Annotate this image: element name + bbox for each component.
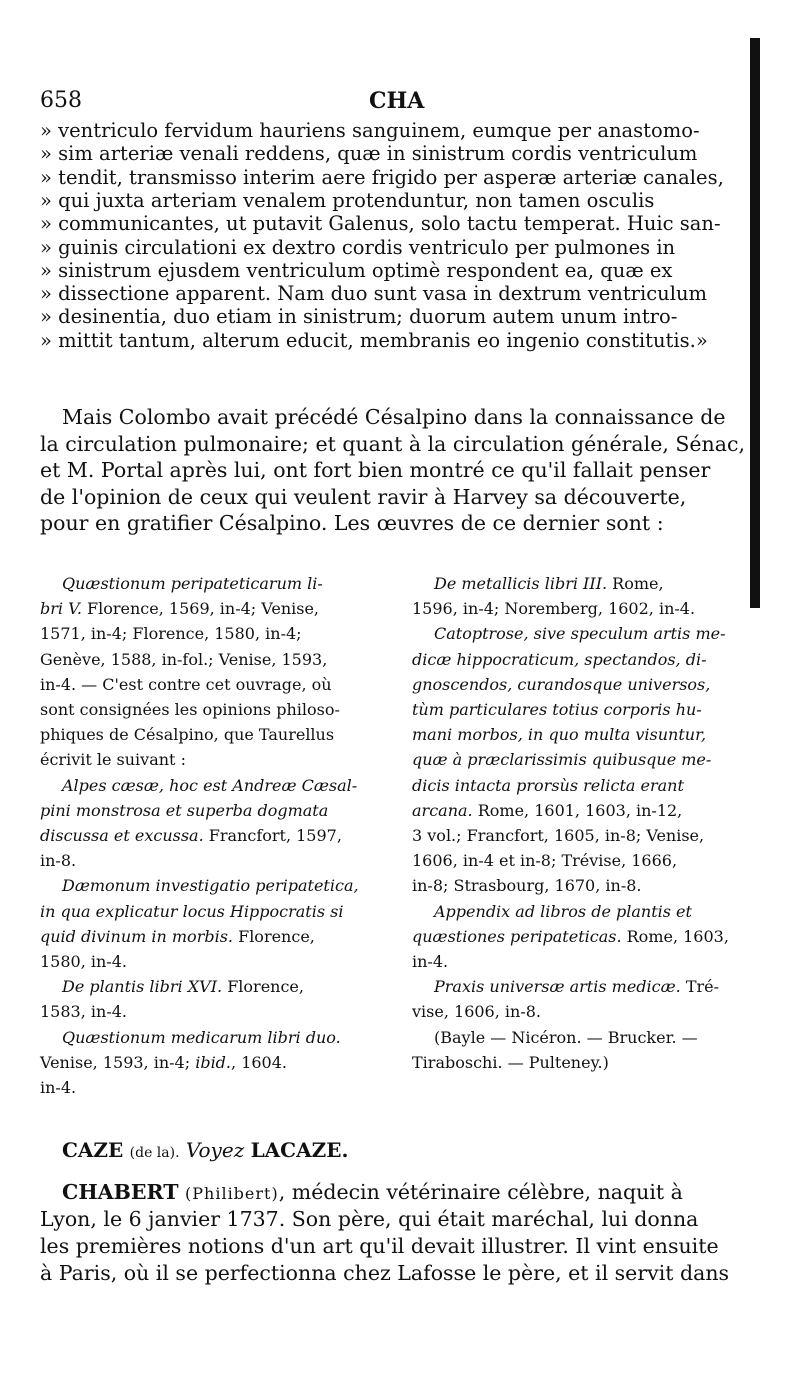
entry-text: bri V. xyxy=(40,599,82,619)
entry-text: arcana. xyxy=(412,800,473,820)
entry-text: Alpes cæsæ, hoc est Andreæ Cæsal- xyxy=(62,775,358,795)
scan-edge-bar xyxy=(750,38,760,608)
latin-quote-line: » guinis circulationi ex dextro cordis ventriculo per pulmones in xyxy=(40,235,676,259)
chabert-line-1 xyxy=(62,1180,683,1206)
work-entry-line xyxy=(412,951,448,973)
latin-quote-line: » communicantes, ut putavit Galenus, solo tactu temperat. Huic san- xyxy=(40,212,721,236)
entry-text: 1583, in-4. xyxy=(40,1002,127,1022)
work-entry-line xyxy=(412,598,695,620)
work-entry-line xyxy=(40,598,319,620)
work-entry-line xyxy=(412,749,711,771)
entry-text: Quæstionum peripateticarum li- xyxy=(62,574,323,593)
entry-text: 1596, in-4; Noremberg, 1602, in-4. xyxy=(412,599,696,619)
entry-text: Rome, 1603, xyxy=(621,926,729,946)
work-entry-line xyxy=(412,1052,609,1074)
entry-text: in-4. xyxy=(40,1078,77,1097)
work-entry-line xyxy=(40,649,327,671)
page-number: 658 xyxy=(40,88,82,113)
entry-text: in-8; Strasbourg, 1670, in-8. xyxy=(412,876,642,896)
latin-quote-line: » dissectione apparent. Nam duo sunt vasa in dextrum ventriculum xyxy=(40,282,707,306)
latin-quote-line: » tendit, transmisso interim aere frigido per asperæ arteriæ canales, xyxy=(40,165,724,189)
chabert-line-1-text: , médecin vétérinaire célèbre, naquit à xyxy=(278,1180,683,1204)
work-entry-line xyxy=(40,724,334,746)
entry-text: Florence, xyxy=(233,926,315,946)
work-entry-line xyxy=(412,649,706,671)
work-entry-line xyxy=(412,699,702,721)
entry-text: dicæ hippocraticum, spectandos, di- xyxy=(412,649,707,669)
caze-particle: (de la). xyxy=(129,1145,180,1161)
caze-line xyxy=(62,1138,348,1165)
entry-text: in-4. xyxy=(412,952,449,971)
work-entry-line xyxy=(62,875,359,897)
work-entry-line xyxy=(434,901,692,923)
work-entry-line xyxy=(40,1052,287,1074)
entry-text: in-8. xyxy=(40,851,77,871)
entry-text: Tiraboschi. — Pulteney.) xyxy=(412,1052,609,1072)
work-entry-line xyxy=(62,775,357,797)
entry-text: vise, 1606, in-8. xyxy=(412,1002,541,1022)
work-entry-line xyxy=(40,623,302,645)
work-entry-line xyxy=(62,573,323,595)
latin-quote-line: » sinistrum ejusdem ventriculum optimè respondent ea, quæ ex xyxy=(40,258,673,282)
work-entry-line xyxy=(40,901,343,923)
work-entry-line xyxy=(434,1027,698,1049)
entry-text: tùm particulares totius corporis hu- xyxy=(412,700,702,719)
entry-text: 1606, in-4 et in-8; Trévise, 1666, xyxy=(412,851,678,871)
work-entry-line xyxy=(412,875,642,897)
entry-text: Catoptrose, sive speculum artis me- xyxy=(434,624,726,644)
work-entry-line xyxy=(412,800,682,822)
work-entry-line xyxy=(40,951,127,973)
work-entry-line xyxy=(434,976,719,998)
entry-text: Venise, 1593, in-4; xyxy=(40,1052,196,1072)
work-entry-line xyxy=(434,623,726,645)
french-paragraph-line: Mais Colombo avait précédé Césalpino dans la connaissance de xyxy=(62,405,726,429)
work-entry-line xyxy=(40,926,315,948)
entry-text: ibid. xyxy=(195,1052,232,1072)
entry-text: sont consignées les opinions philoso- xyxy=(40,700,340,719)
entry-text: Tré- xyxy=(680,977,720,997)
entry-text: Dæmonum investigatio peripatetica, xyxy=(62,876,359,896)
work-entry-line xyxy=(412,850,677,872)
work-entry-line xyxy=(62,976,304,998)
chabert-line: à Paris, où il se perfectionna chez Lafosse le père, et il servit dans xyxy=(40,1261,730,1285)
entry-text: quid divinum in morbis. xyxy=(40,926,233,946)
entry-text: Francfort, 1597, xyxy=(203,826,342,845)
entry-text: 3 vol.; Francfort, 1605, in-8; Venise, xyxy=(412,826,705,845)
entry-text: écrivit le suivant : xyxy=(40,750,186,770)
entry-text: Rome, 1601, 1603, in-12, xyxy=(472,800,683,820)
entry-text: phiques de Césalpino, que Taurellus xyxy=(40,725,335,745)
caze-ref[interactable]: LACAZE. xyxy=(250,1138,349,1162)
work-entry-line xyxy=(40,800,328,822)
entry-text: in qua explicatur locus Hippocratis si xyxy=(40,901,344,921)
entry-text: 1580, in-4. xyxy=(40,952,127,971)
caze-see: Voyez xyxy=(185,1138,245,1162)
entry-text: De metallicis libri III. xyxy=(434,574,608,593)
latin-quote-line: » qui juxta arteriam venalem protenduntur, non tamen osculis xyxy=(40,188,655,212)
entry-text: 1571, in-4; Florence, 1580, in-4; xyxy=(40,624,302,644)
work-entry-line xyxy=(40,825,342,847)
work-entry-line xyxy=(40,699,340,721)
entry-text: mani morbos, in quo multa visuntur, xyxy=(412,725,707,745)
entry-text: De plantis libri XVI. xyxy=(62,977,223,997)
work-entry-line xyxy=(40,749,186,771)
entry-text: discussa et excussa. xyxy=(40,826,204,845)
entry-text: Genève, 1588, in-fol.; Venise, 1593, xyxy=(40,649,328,669)
latin-quote-line: » ventriculo fervidum hauriens sanguinem, eumque per anastomo- xyxy=(40,119,700,142)
entry-text: Rome, xyxy=(607,574,664,593)
chabert-first-name: (Philibert) xyxy=(185,1184,279,1203)
entry-text: quæstiones peripateticas. xyxy=(412,926,622,946)
work-entry-line xyxy=(40,1001,127,1023)
latin-quote-line: » mittit tantum, alterum educit, membranis eo ingenio constitutis.» xyxy=(40,328,708,352)
entry-text: Appendix ad libros de plantis et xyxy=(434,901,692,921)
running-head: CHA xyxy=(369,88,425,114)
latin-quote-line: » sim arteriæ venali reddens, quæ in sinistrum cordis ventriculum xyxy=(40,142,698,166)
entry-text: gnoscendos, curandosque universos, xyxy=(412,674,711,694)
work-entry-line xyxy=(412,724,706,746)
entry-text: dicis intacta prorsùs relicta erant xyxy=(412,775,684,795)
work-entry-line xyxy=(412,825,704,847)
entry-text: in-4. — C'est contre cet ouvrage, où xyxy=(40,674,332,694)
work-entry-line xyxy=(412,775,684,797)
work-entry-line xyxy=(434,573,664,595)
entry-text: Florence, 1569, in-4; Venise, xyxy=(81,599,320,619)
work-entry-line xyxy=(62,1027,341,1049)
french-paragraph-line: la circulation pulmonaire; et quant à la circulation générale, Sénac, xyxy=(40,431,745,456)
entry-text: Florence, xyxy=(222,977,304,997)
entry-text: quæ à præclarissimis quibusque me- xyxy=(412,750,712,770)
chabert-line: les premières notions d'un art qu'il devait illustrer. Il vint ensuite xyxy=(40,1234,719,1258)
entry-text: Praxis universæ artis medicæ. xyxy=(434,977,681,997)
latin-quote-line: » desinentia, duo etiam in sinistrum; duorum autem unum intro- xyxy=(40,305,678,329)
chabert-line: Lyon, le 6 janvier 1737. Son père, qui était maréchal, lui donna xyxy=(40,1207,699,1231)
entry-text: , 1604. xyxy=(231,1052,287,1072)
work-entry-line xyxy=(40,850,76,872)
work-entry-line xyxy=(40,674,332,696)
work-entry-line xyxy=(412,926,729,948)
caze-name: CAZE xyxy=(62,1138,124,1162)
work-entry-line xyxy=(412,674,710,696)
work-entry-line xyxy=(412,1001,541,1023)
french-paragraph-line: de l'opinion de ceux qui veulent ravir à Harvey sa découverte, xyxy=(40,484,687,509)
work-entry-line xyxy=(40,1077,76,1099)
french-paragraph-line: pour en gratifier Césalpino. Les œuvres de ce dernier sont : xyxy=(40,511,664,535)
entry-text: Quæstionum medicarum libri duo. xyxy=(62,1027,341,1047)
entry-text: pini monstrosa et superba dogmata xyxy=(40,800,329,820)
french-paragraph-line: et M. Portal après lui, ont fort bien montré ce qu'il fallait penser xyxy=(40,458,711,482)
entry-text: (Bayle — Nicéron. — Brucker. — xyxy=(434,1027,698,1047)
chabert-name: CHABERT xyxy=(62,1180,179,1204)
